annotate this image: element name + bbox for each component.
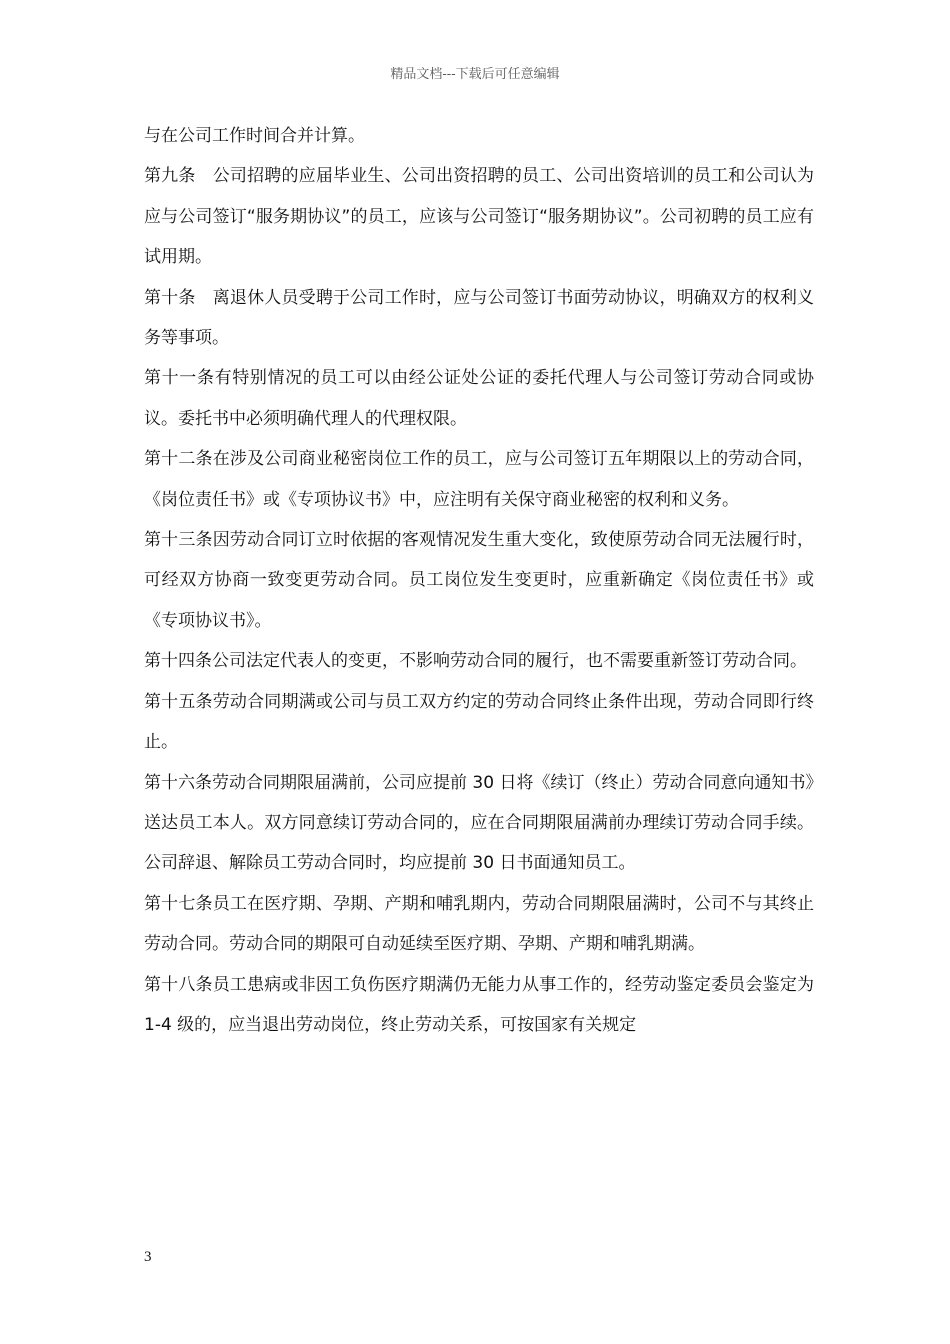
page-header: 精品文档---下载后可任意编辑: [390, 67, 560, 82]
article-14: 第十四条公司法定代表人的变更，不影响劳动合同的履行，也不需要重新签订劳动合同。: [144, 651, 807, 672]
article-18: 第十八条员工患病或非因工负伤医疗期满仍无能力从事工作的，经劳动鉴定委员会鉴定为 1-4 级的，应当退出劳动岗位，终止劳动关系，可按国家有关规定: [144, 974, 814, 1035]
article-10: 第十条 离退休人员受聘于公司工作时，应与公司签订书面劳动协议，明确双方的权利义务等事项。: [144, 287, 814, 349]
page-number: 3: [144, 1249, 152, 1265]
article-11: 第十一条有特别情况的员工可以由经公证处公证的委托代理人与公司签订劳动合同或协议。委托书中必须明确代理人的代理权限。: [144, 368, 814, 429]
article-9: 第九条 公司招聘的应届毕业生、公司出资招聘的员工、公司出资培训的员工和公司认为应与公司签订“服务期协议”的员工，应该与公司签订“服务期协议”。公司初聘的员工应有试用期。: [144, 166, 814, 268]
paragraph-continuation: 与在公司工作时间合并计算。: [144, 126, 365, 146]
article-15: 第十五条劳动合同期满或公司与员工双方约定的劳动合同终止条件出现，劳动合同即行终止。: [144, 691, 814, 753]
article-13: 第十三条因劳动合同订立时依据的客观情况发生重大变化，致使原劳动合同无法履行时，可经双方协商一致变更劳动合同。员工岗位发生变更时，应重新确定《岗位责任书》或《专项协议书》。: [144, 530, 814, 631]
article-16: 第十六条劳动合同期限届满前，公司应提前 30 日将《续订（终止）劳动合同意向通知书》送达员工本人。双方同意续订劳动合同的，应在合同期限届满前办理续订劳动合同手续。公司辞退、解除员工劳动合同时，均应提前 30 日书面通知员工。: [144, 772, 814, 874]
article-17: 第十七条员工在医疗期、孕期、产期和哺乳期内，劳动合同期限届满时，公司不与其终止劳动合同。劳动合同的期限可自动延续至医疗期、孕期、产期和哺乳期满。: [144, 893, 814, 955]
article-12: 第十二条在涉及公司商业秘密岗位工作的员工，应与公司签订五年期限以上的劳动合同，《岗位责任书》或《专项协议书》中，应注明有关保守商业秘密的权利和义务。: [144, 449, 814, 510]
document-body: [144, 116, 814, 1045]
